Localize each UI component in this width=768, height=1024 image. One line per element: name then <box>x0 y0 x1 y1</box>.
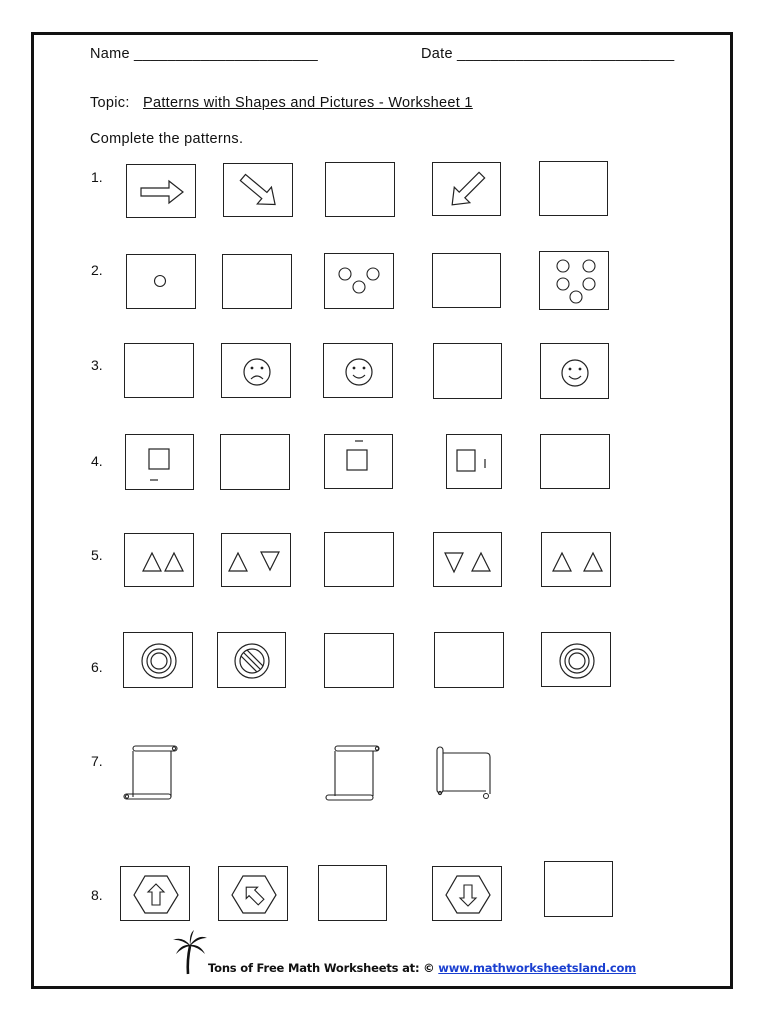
name-label: Name <box>90 46 130 62</box>
answer-box[interactable] <box>324 532 394 587</box>
name-line: ______________________ <box>134 46 319 62</box>
palm-tree-icon <box>172 930 208 976</box>
date-label: Date <box>421 46 453 62</box>
answer-box[interactable] <box>222 254 292 309</box>
hexagon-arrow-up-left-icon <box>219 867 289 922</box>
date-line: __________________________ <box>457 46 675 62</box>
arrow-down-left-icon <box>433 163 502 217</box>
answer-box[interactable] <box>433 343 502 399</box>
problem-number-4: 4. <box>91 453 103 469</box>
smiley-face-box <box>540 343 609 399</box>
problem-number-3: 3. <box>91 357 103 373</box>
two-triangles-up-box <box>124 533 194 587</box>
square-dash-right-box <box>446 434 502 489</box>
sad-face-box <box>221 343 291 398</box>
ring-icon <box>124 633 194 689</box>
triangle-up-down-box <box>221 533 291 587</box>
three-circles-icon <box>325 254 395 310</box>
square-dash-above-icon <box>325 435 394 490</box>
scroll-flipped-figure <box>322 744 384 804</box>
problem-number-6: 6. <box>91 659 103 675</box>
answer-box[interactable] <box>124 343 194 398</box>
triangle-up-triangle-down-icon <box>222 534 292 588</box>
hexagon-arrow-down-box <box>432 866 502 921</box>
smiley-face-icon <box>541 344 610 400</box>
answer-box[interactable] <box>318 865 387 921</box>
prohibited-sign-icon <box>218 633 287 689</box>
ring-icon <box>542 633 612 688</box>
answer-box[interactable] <box>544 861 613 917</box>
prohibited-sign-box <box>217 632 286 688</box>
problem-number-1: 1. <box>91 169 103 185</box>
triangle-down-triangle-up-icon <box>434 533 503 588</box>
arrow-down-right-box <box>223 163 293 217</box>
topic-title: Patterns with Shapes and Pictures - Worksheet 1 <box>143 95 473 111</box>
palm-tree-logo <box>172 930 208 981</box>
problem-number-2: 2. <box>91 262 103 278</box>
scroll-upright-figure <box>120 744 180 804</box>
answer-box[interactable] <box>220 434 290 490</box>
two-triangles-up-box <box>541 532 611 587</box>
two-triangles-up-icon <box>542 533 612 588</box>
sad-face-icon <box>222 344 292 399</box>
square-dash-above-box <box>324 434 393 489</box>
smiley-face-icon <box>324 344 394 399</box>
smiley-face-box <box>323 343 393 398</box>
arrow-right-box <box>126 164 196 218</box>
footer-text: Tons of Free Math Worksheets at: © <box>208 961 435 975</box>
ring-box <box>541 632 611 687</box>
problem-number-8: 8. <box>91 887 103 903</box>
answer-box[interactable] <box>434 632 504 688</box>
footer-link[interactable]: www.mathworksheetsland.com <box>438 961 637 975</box>
two-triangles-up-icon <box>125 534 195 588</box>
scroll-flipped-icon <box>322 744 384 804</box>
arrow-right-icon <box>127 165 197 219</box>
hexagon-arrow-up-left-box <box>218 866 288 921</box>
arrow-down-right-icon <box>224 164 294 218</box>
arrow-down-left-box <box>432 162 501 216</box>
problem-number-5: 5. <box>91 547 103 563</box>
five-circles-icon <box>540 252 610 311</box>
triangle-down-up-box <box>433 532 502 587</box>
hexagon-arrow-up-icon <box>121 867 191 922</box>
answer-box[interactable] <box>540 434 610 489</box>
hexagon-arrow-down-icon <box>433 867 503 922</box>
one-circle-box <box>126 254 196 309</box>
answer-box[interactable] <box>432 253 501 308</box>
one-circle-icon <box>127 255 197 310</box>
square-dash-below-icon <box>126 435 195 491</box>
answer-box[interactable] <box>325 162 395 217</box>
five-circles-box <box>539 251 609 310</box>
square-dash-right-icon <box>447 435 503 490</box>
scroll-upright-icon <box>120 744 180 804</box>
footer <box>208 961 636 975</box>
answer-box[interactable] <box>324 633 394 688</box>
square-dash-below-box <box>125 434 194 490</box>
three-circles-box <box>324 253 394 309</box>
ring-box <box>123 632 193 688</box>
problem-number-7: 7. <box>91 753 103 769</box>
scroll-sideways-icon <box>434 744 496 802</box>
scroll-sideways-figure <box>434 744 496 802</box>
hexagon-arrow-up-box <box>120 866 190 921</box>
topic-label: Topic: <box>90 95 130 111</box>
instructions: Complete the patterns. <box>90 131 244 147</box>
answer-box[interactable] <box>539 161 608 216</box>
